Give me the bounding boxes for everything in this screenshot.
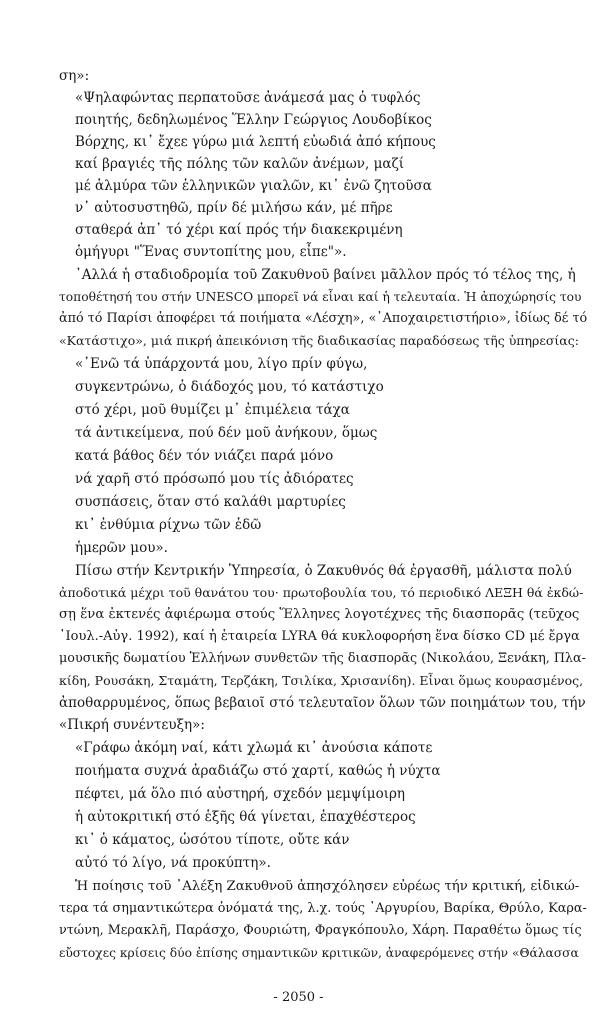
poem-line: στό χέρι, μοῦ θυμίζει μ᾽ ἐπιμέλεια τάχα [75, 402, 350, 418]
paragraph-line: σῃ ἕνα ἐκτενές ἀφιέρωμα στούς Ἕλληνες λογοτέχνες τῆς διασπορᾶς (τεῦχος [59, 607, 580, 622]
poem-line: ὁμήγυρι "Ἕνας συντοπίτης μου, εἶπε"». [75, 244, 347, 260]
paragraph-line: ἀποθαρρυμένος, ὅπως βεβαιοῖ στό τελευταῖον ὅλων τῶν ποιημάτων του, τήν [59, 695, 586, 711]
page-number: - 2050 - [273, 990, 324, 1005]
text-line: ση»: [59, 68, 90, 84]
poem-line: «Ψηλαφώντας περπατοῦσε ἀνάμεσά μας ὁ τυφλός [75, 90, 421, 106]
poem-line: «᾽Ενῶ τά ὑπάρχοντά μου, λίγο πρίν φύγω, [75, 356, 368, 372]
poem-line: τά ἀντικείμενα, πού δέν μοῦ ἀνήκουν, ὅμως [75, 425, 378, 441]
poem-line: ἡ αὐτοκριτική στό ἑξῆς θά γίνεται, ἐπαχθέστερος [75, 809, 416, 825]
poem-line: νά χαρῆ στό πρόσωπό μου τίς ἀδιόρατες [75, 471, 354, 487]
poem-line: σταθερά ἀπ᾽ τό χέρι καί πρός τήν διακεκριμένη [75, 222, 403, 238]
poem-line: ποιητής, δεδηλωμένος Ἕλλην Γεώργιος Λουδοβίκος [75, 112, 432, 128]
paragraph-line: τοποθέτησή του στήν UNESCO μπορεῖ νά εἶναι καί ἡ τελευταία. Ἡ ἀποχώρησίς του [59, 290, 582, 304]
paragraph-line: Ἡ ποίησις τοῦ ᾽Αλέξη Ζακυθνοῦ ἀπησχόλησεν εὐρέως τήν κριτική, εἰδικώ- [75, 879, 580, 894]
poem-line: κατά βάθος δέν τόν νιάζει παρά μόνο [75, 448, 334, 464]
poem-line: ν᾽ αὐτοσυστηθῶ, πρίν δέ μιλήσω κάν, μέ πῆρε [75, 200, 393, 216]
paragraph-line: «Κατάστιχο», μιά πικρή ἀπεικόνιση τῆς διαδικασίας παραδόσεως τῆς ὑπηρεσίας: [59, 333, 579, 348]
paragraph-line: τερα τά σημαντικώτερα ὀνόματά της, λ.χ. τούς ᾽Αργυρίου, Βαρίκα, Θρύλο, Καρα- [59, 901, 587, 916]
paragraph-line: ἀποδοτικά μέχρι τοῦ θανάτου του· πρωτοβουλία του, τό περιοδικό ΛΕΞΗ θά ἐκδώ- [59, 585, 584, 600]
poem-line: κι᾽ ὁ κάματος, ὡσότου τίποτε, οὔτε κάν [75, 832, 350, 848]
poem-line: συσπάσεις, ὅταν στό καλάθι μαρτυρίες [75, 494, 346, 510]
poem-line: ποιήματα συχνά ἀραδιάζω στό χαρτί, καθώς ἡ νύχτα [75, 763, 441, 779]
paragraph-line: Πίσω στήν Κεντρικήν Ὑπηρεσία, ὁ Ζακυθνός θά ἐργασθῆ, μάλιστα πολύ [75, 563, 572, 579]
poem-line: αὐτό τό λίγο, νά προκύπτη». [75, 855, 271, 871]
paragraph-line: κίδη, Ρουσάκη, Σταμάτη, Τερζάκη, Τσιλίκα, Χρισανίδη). Εἶναι ὅμως κουρασμένος, [59, 673, 584, 688]
poem-line: μέ ἁλμύρα τῶν ἑλληνικῶν γιαλῶν, κι᾽ ἐνῶ ζητοῦσα [75, 178, 432, 194]
paragraph-line: εὔστοχες κρίσεις δύο ἐπίσης σημαντικῶν κριτικῶν, ἀναφερόμενες στήν «Θάλασσα [59, 946, 579, 960]
paragraph-line: μουσικῆς δωματίου Ἑλλήνων συνθετῶν τῆς διασπορᾶς (Νικολάου, Ξενάκη, Πλα- [59, 651, 586, 666]
paragraph-line: ντώνη, Μερακλῆ, Παράσχο, Φουριώτη, Φραγκόπουλο, Χάρη. Παραθέτω ὅμως τίς [59, 923, 582, 938]
paragraph-line: ᾽Ιουλ.-Αὐγ. 1992), καί ἡ ἑταιρεία LYRA θά κυκλοφορήση ἕνα δίσκο CD μέ ἔργα [59, 629, 580, 644]
poem-line: καί βραγιές τῆς πόλης τῶν καλῶν ἀνέμων, μαζί [75, 156, 405, 172]
paragraph-line: ἀπό τό Παρίσι ἀποφέρει τά ποιήματα «Λέσχη», «᾽Αποχαιρετιστήριο», ἰδίως δέ τό [59, 311, 588, 326]
paragraph-line: «Πικρή συνέντευξη»: [59, 717, 205, 733]
poem-line: συγκεντρώνω, ὁ διάδοχός μου, τό κατάστιχο [75, 379, 384, 395]
poem-line: «Γράφω ἀκόμη ναί, κάτι χλωμά κι᾽ ἀνούσια κάποτε [75, 740, 433, 756]
poem-line: πέφτει, μά ὅλο πιό αὐστηρή, σχεδόν μεμψίμοιρη [75, 786, 406, 802]
paragraph-line: ᾽Αλλά ἡ σταδιοδρομία τοῦ Ζακυθνοῦ βαίνει μᾶλλον πρός τό τέλος της, ἡ [75, 267, 576, 283]
poem-line: κι᾽ ἐνθύμια ρίχνω τῶν ἐδῶ [75, 517, 262, 533]
poem-line: ἡμερῶν μου». [75, 540, 168, 556]
poem-line: Βόρχης, κι᾽ ἔχεε γύρω μιά λεπτή εὐωδιά ἀπό κήπους [75, 134, 436, 150]
